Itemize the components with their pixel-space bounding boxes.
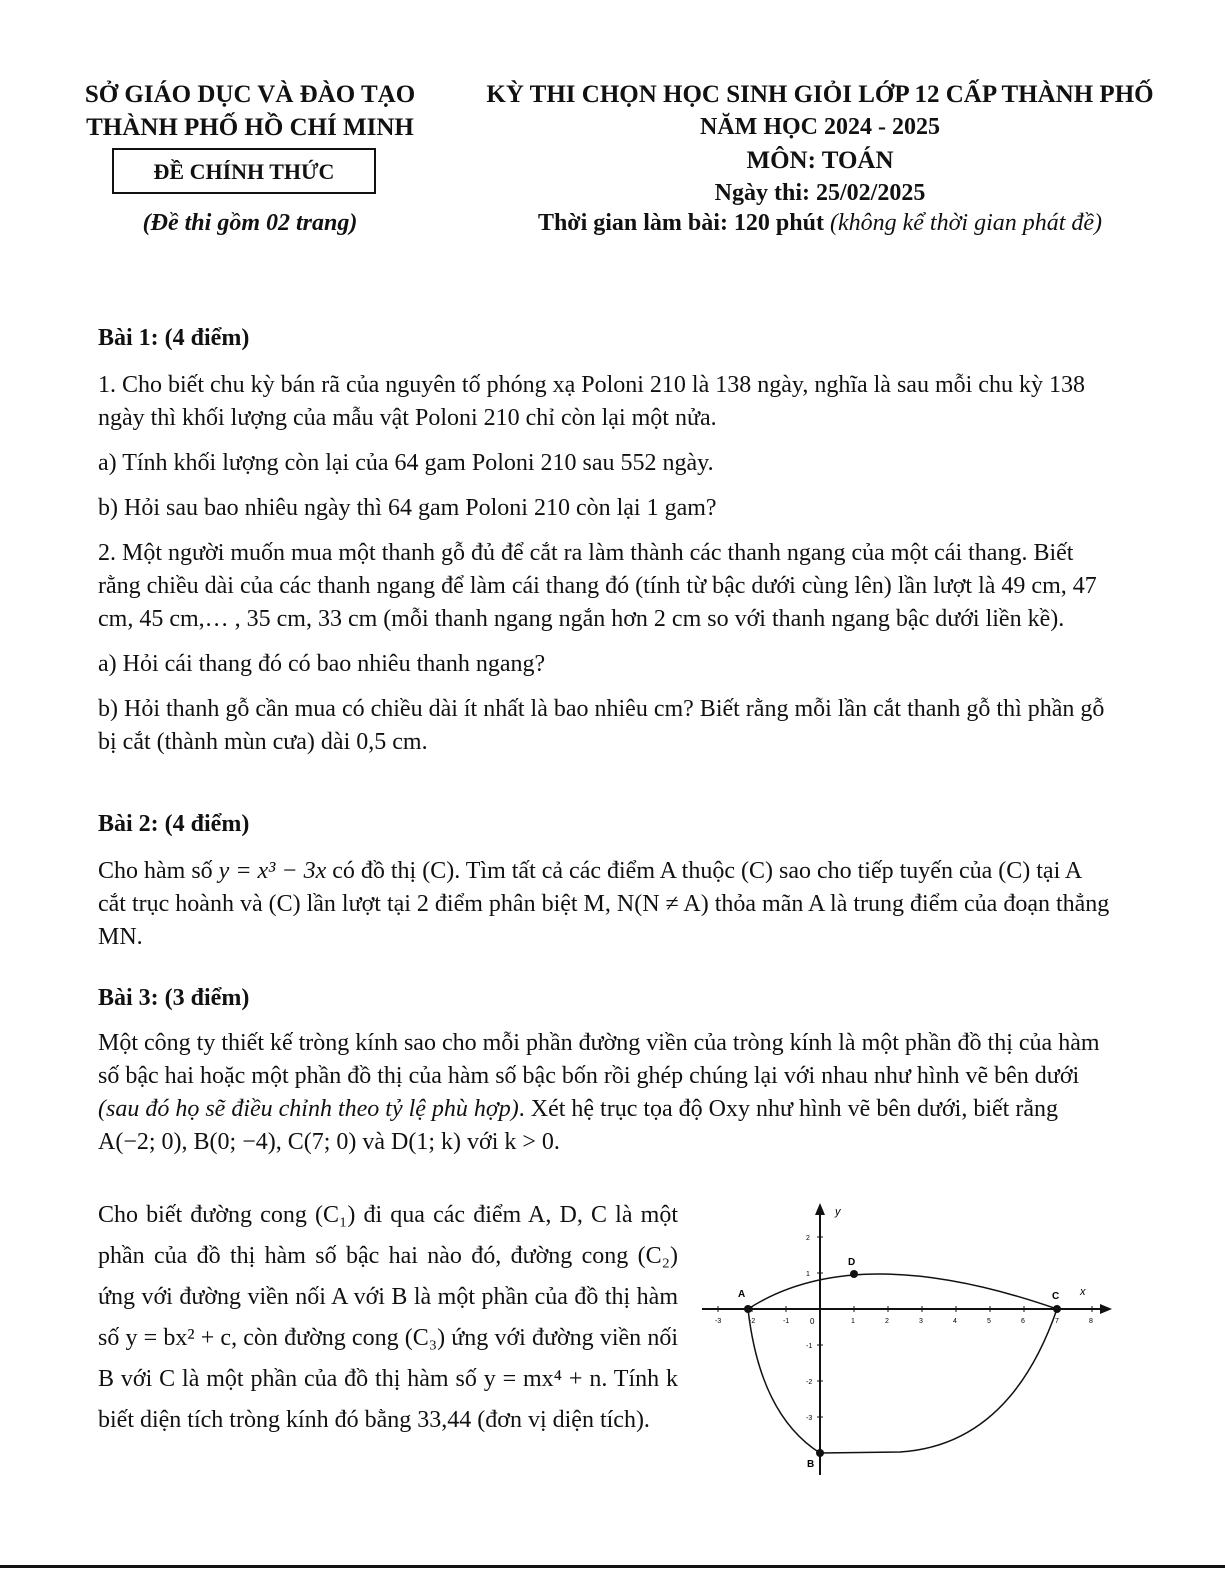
school-year: NĂM HỌC 2024 - 2025	[700, 114, 940, 140]
bai3-left-text: Cho biết đường cong (C₁) đi qua các điểm A, D, C là một phần của đồ thị hàm số bậc hai nào đó, đường cong (C₂) ứng với đường viền nối A với B là một phần của đồ thị hàm số y = bx² + c, còn đường cong (C₃) ứng với đường viền nối B với C là một phần của đồ thị hàm số y = mx⁴ + n. Tính k biết diện tích tròng kính đó bằng 33,44 (đơn vị diện tích).	[98, 1202, 678, 1433]
x-tick-label: 5	[987, 1318, 991, 1325]
subject: MÔN: TOÁN	[746, 147, 894, 174]
x-tick-label: 6	[1021, 1318, 1025, 1325]
time-label: Thời gian làm bài: 120 phút	[537, 210, 824, 236]
exam-date: Ngày thi: 25/02/2025	[714, 180, 926, 206]
bai1-q1b: b) Hỏi sau bao nhiêu ngày thì 64 gam Poloni 210 còn lại 1 gam?	[98, 495, 717, 521]
bai3-section	[98, 982, 1114, 1159]
y-axis-label: y	[835, 1206, 841, 1218]
dept-line-2: THÀNH PHỐ HỒ CHÍ MINH	[86, 114, 414, 141]
bai2-title: Bài 2: (4 điểm)	[98, 811, 250, 837]
bai2-part2: có đồ thị (C). Tìm tất cả các điểm A thuộc (C) sao cho tiếp tuyến của (C) tại A cắt trục hoành và (C) lần lượt tại 2 điểm phân biệt M, N(N ≠ A) thỏa mãn A là trung điểm của đoạn thẳng MN.	[98, 858, 1110, 950]
bai1-q2b: b) Hỏi thanh gỗ cần mua có chiều dài ít nhất là bao nhiêu cm? Biết rằng mỗi lần cắt thanh gỗ thì phần gỗ bị cắt (thành mùn cưa) dài 0,5 cm.	[98, 696, 1105, 755]
bai1-q2a: a) Hỏi cái thang đó có bao nhiêu thanh ngang?	[98, 651, 546, 677]
bai3-intro	[98, 1027, 1114, 1159]
x-axis-arrow	[1100, 1304, 1112, 1314]
bai2-part1: Cho hàm số	[98, 858, 219, 884]
point-a-label: A	[738, 1289, 746, 1300]
point-d-marker	[850, 1270, 858, 1278]
y-tick-label: 2	[806, 1235, 810, 1242]
bai2-text	[98, 855, 1114, 954]
pages-note: (Đề thi gồm 02 trang)	[142, 210, 358, 236]
x-tick-label: 3	[919, 1318, 923, 1325]
curve-c1	[748, 1274, 1060, 1309]
y-tick-label: 1	[806, 1271, 810, 1278]
bai2-equation: y = x³ − 3x	[218, 858, 327, 884]
bai3-title: Bài 3: (3 điểm)	[98, 985, 250, 1011]
origin-label: 0	[810, 1317, 815, 1326]
x-tick-label: 1	[851, 1318, 855, 1325]
x-tick-label: 4	[953, 1318, 957, 1325]
bai2-section	[98, 808, 1114, 954]
x-axis-label: x	[1080, 1286, 1086, 1298]
point-c-marker	[1053, 1305, 1061, 1313]
y-axis-arrow	[815, 1203, 825, 1215]
y-tick-label: -1	[806, 1343, 813, 1350]
exam-title: KỲ THI CHỌN HỌC SINH GIỎI LỚP 12 CẤP THÀNH PHỐ	[486, 81, 1154, 108]
time-note: (không kể thời gian phát đề)	[829, 210, 1103, 236]
bai1-q1: 1. Cho biết chu kỳ bán rã của nguyên tố phóng xạ Poloni 210 là 138 ngày, nghĩa là sau mỗi chu kỳ 138 ngày thì khối lượng của mẫu vật Poloni 210 chỉ còn lại một nửa.	[98, 372, 1085, 431]
bai1-q2: 2. Một người muốn mua một thanh gỗ đủ để cắt ra làm thành các thanh ngang của một cái thang. Biết rằng chiều dài của các thanh ngang để làm cái thang đó (tính từ bậc dưới cùng lên) lần lượt là 49 cm, 47 cm, 45 cm,… , 35 cm, 33 cm (mỗi thanh ngang ngắn hơn 2 cm so với thanh ngang bậc dưới liền kề).	[98, 540, 1097, 632]
bai1-q1a: a) Tính khối lượng còn lại của 64 gam Poloni 210 sau 552 ngày.	[98, 450, 714, 476]
lens-figure	[690, 1195, 1130, 1485]
x-tick-label: 2	[885, 1318, 889, 1325]
point-d-label: D	[848, 1257, 856, 1268]
x-tick-label: 8	[1089, 1318, 1093, 1325]
point-b-marker	[816, 1449, 824, 1457]
official-box	[112, 148, 376, 194]
bai1-title: Bài 1: (4 điểm)	[98, 325, 250, 351]
point-b-label: B	[807, 1459, 815, 1470]
time-line	[470, 210, 1170, 237]
point-a-marker	[744, 1305, 752, 1313]
bai3-intro-italic: (sau đó họ sẽ điều chỉnh theo tỷ lệ phù hợp)	[98, 1096, 519, 1122]
exam-header	[470, 78, 1170, 210]
department-header	[40, 78, 460, 144]
y-tick-label: -2	[806, 1379, 813, 1386]
x-tick-label: -2	[749, 1318, 756, 1325]
dept-line-1: SỞ GIÁO DỤC VÀ ĐÀO TẠO	[84, 81, 416, 108]
y-tick-label: -3	[806, 1415, 813, 1422]
x-tick-label: -1	[783, 1318, 790, 1325]
bai3-intro-2: . Xét hệ trục tọa độ Oxy như hình vẽ bên dưới, biết rằng A(−2; 0), B(0; −4), C(7; 0) và D(1; k) với k > 0.	[98, 1096, 1058, 1155]
point-c-label: C	[1052, 1291, 1060, 1302]
x-tick-label: 7	[1055, 1318, 1059, 1325]
x-tick-label: -3	[715, 1318, 722, 1325]
official-label: ĐỀ CHÍNH THỨC	[153, 159, 335, 184]
curve-c3	[820, 1309, 1057, 1453]
bai3-intro-1: Một công ty thiết kế tròng kính sao cho mỗi phần đường viền của tròng kính là một phần đồ thị của hàm số bậc hai hoặc một phần đồ thị của hàm số bậc bốn rồi ghép chúng lại với nhau như hình vẽ bên dưới	[98, 1030, 1100, 1089]
bai1-section	[98, 322, 1114, 759]
bottom-rule	[0, 1565, 1225, 1568]
